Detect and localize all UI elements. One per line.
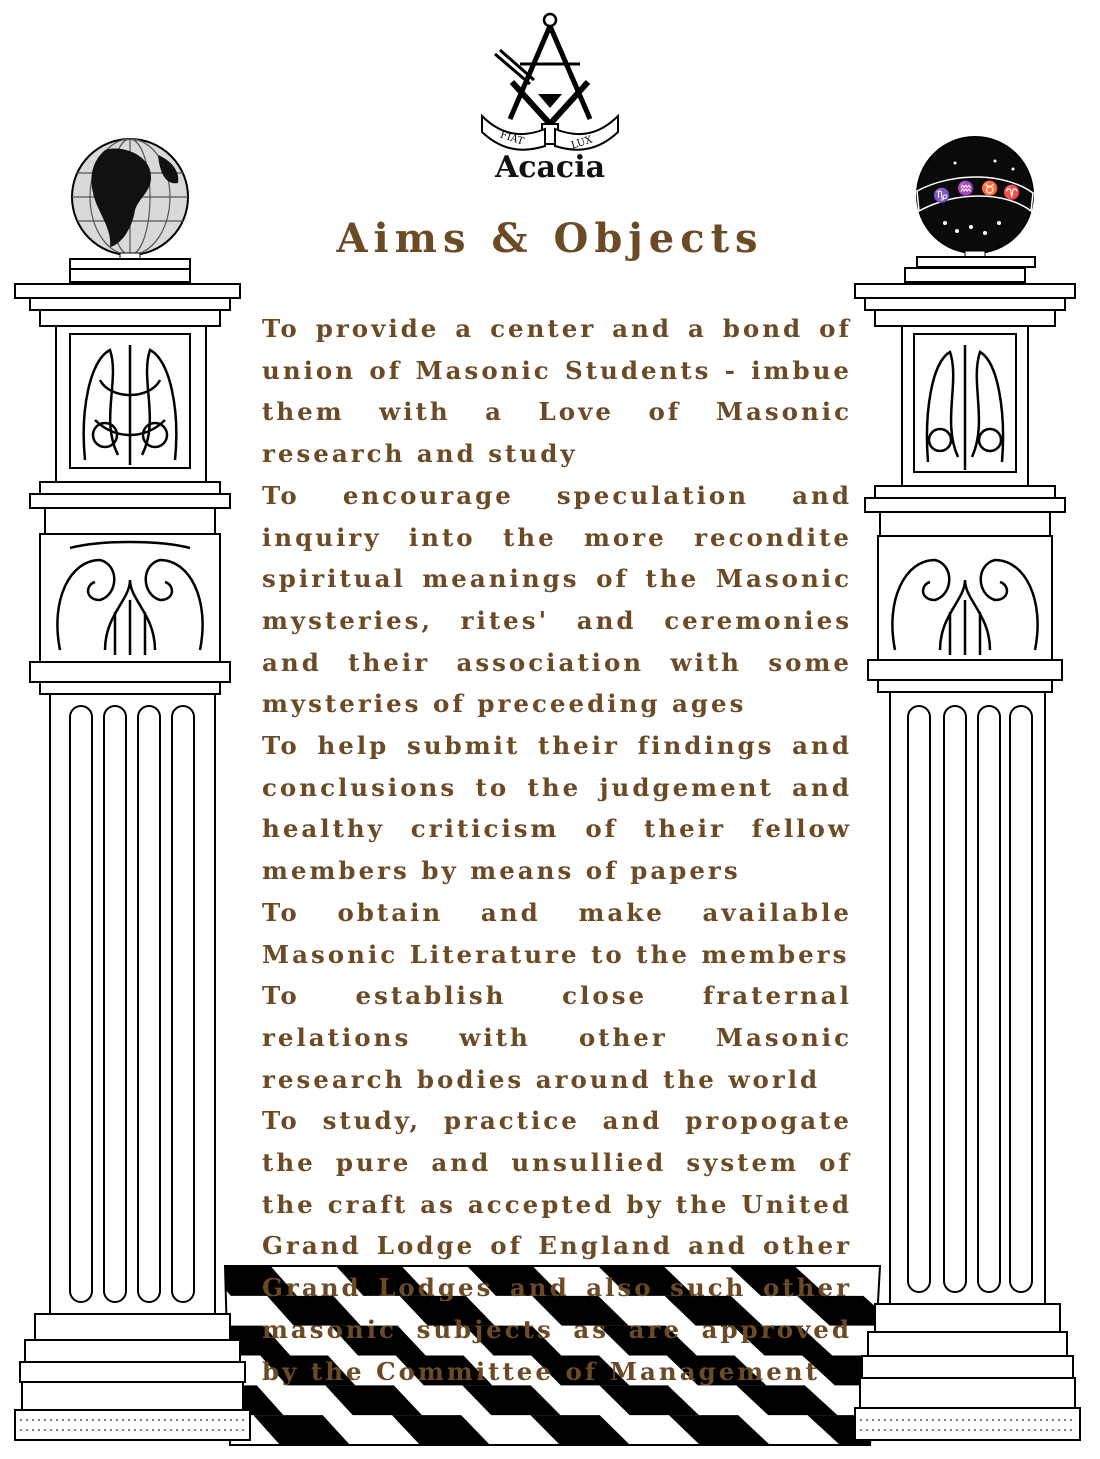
emblem-caption: Acacia <box>494 150 606 185</box>
terrestrial-globe-icon <box>50 135 210 275</box>
aim-paragraph: To study, practice and propogate the pure and unsullied system of the craft as accepted by the United Grand Lodge of England and other Grand Lodges and also such other masonic subjects as are approved by the Committee of Management <box>262 1106 852 1386</box>
floor-tile <box>392 1415 490 1445</box>
floor-tile <box>530 1415 630 1445</box>
svg-text:♉: ♉ <box>981 181 999 197</box>
aim-paragraph: To help submit their findings and conclusions to the judgement and healthy criticism of their fellow members by means of papers <box>262 731 852 886</box>
svg-text:♈: ♈ <box>1003 185 1021 201</box>
aim-paragraph: To encourage speculation and inquiry into the more recondite spiritual meanings of the Masonic mysteries, rites' and ceremonies and their association with some mysteries of preceeding ages <box>262 480 852 719</box>
aim-paragraph: To provide a center and a bond of union of Masonic Students - imbue them with a Love of Masonic research and study <box>262 314 852 469</box>
aims-list <box>262 308 852 1392</box>
page-title: Aims & Objects <box>336 215 764 262</box>
emblem-scroll-right: LUX <box>569 134 594 152</box>
celestial-globe-icon <box>895 133 1055 273</box>
svg-text:♑: ♑ <box>933 188 951 204</box>
aim-paragraph: To obtain and make available Masonic Literature to the members <box>262 897 852 969</box>
svg-text:♒: ♒ <box>957 181 975 197</box>
emblem-scroll-left: FIAT <box>498 129 526 148</box>
floor-tile <box>669 1415 770 1445</box>
aim-paragraph: To establish close fraternal relations with other Masonic research bodies around the world <box>262 981 852 1094</box>
